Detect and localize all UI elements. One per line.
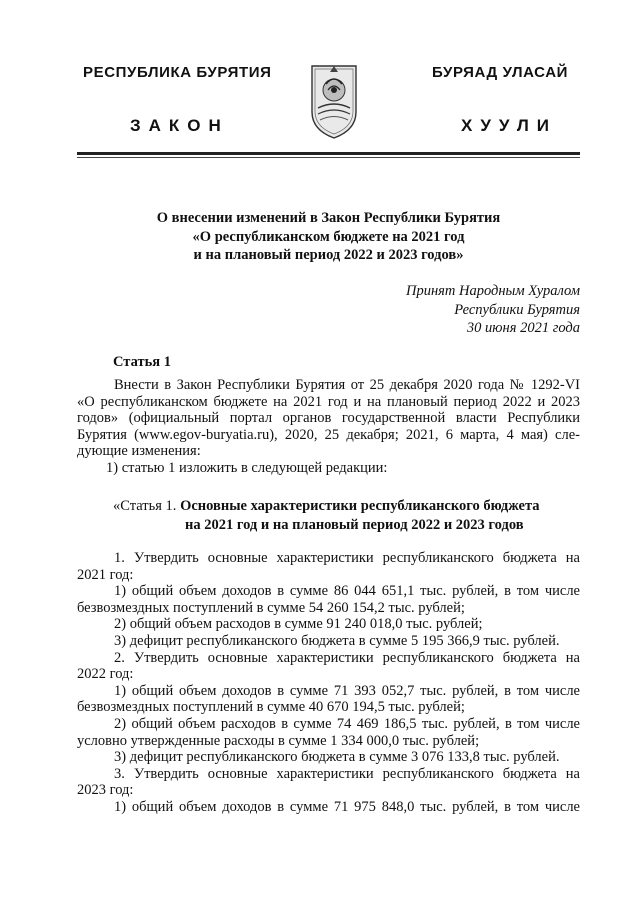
law-title-line: О внесении изменений в Закон Республики Бурятия <box>156 210 501 226</box>
body-line: 3) дефицит республиканского бюджета в сумме 3 076 133,8 тыс. рублей. <box>114 749 560 766</box>
article-body <box>77 550 580 816</box>
law-title-line: «О республиканском бюджете на 2021 год <box>192 228 465 245</box>
amendment-item: 1) статью 1 изложить в следующей редакции: <box>106 459 388 476</box>
body-line: 1) общий объем доходов в сумме 86 044 651,1 тыс. рублей, в том числе <box>114 583 580 600</box>
article-intro <box>77 377 580 477</box>
header-divider-thin <box>77 157 580 158</box>
adoption-date: 30 июня 2021 года <box>466 320 580 336</box>
new-article-title: Основные характеристики республиканского бюджета <box>180 498 540 514</box>
body-line: безвозмездных поступлений в сумме 40 670 194,5 тыс. рублей; <box>77 699 465 716</box>
body-line: 1) общий объем доходов в сумме 71 975 848,0 тыс. рублей, в том числе <box>114 798 580 815</box>
article-heading: Статья 1 <box>113 354 171 370</box>
header-law-bua: ХУУЛИ <box>461 116 557 135</box>
new-article-prefix: «Статья 1. <box>113 498 181 514</box>
body-line: 3. Утвердить основные характеристики республиканского бюджета на <box>114 765 580 782</box>
body-line: безвозмездных поступлений в сумме 54 260 154,2 тыс. рублей; <box>77 599 465 616</box>
law-title <box>77 209 580 265</box>
law-title-line: и на плановый период 2022 и 2023 годов» <box>193 247 464 263</box>
adoption-note <box>330 282 580 338</box>
body-line: 1) общий объем доходов в сумме 71 393 052,7 тыс. рублей, в том числе <box>114 682 580 699</box>
header-law-ru: ЗАКОН <box>130 116 229 135</box>
intro-line: Бурятия (www.egov-buryatia.ru), 2020, 25 декабря; 2021, 6 марта, 4 мая) сле- <box>77 426 580 443</box>
body-line: 2021 год: <box>77 566 134 583</box>
header-divider-thick <box>77 152 580 155</box>
intro-line: Внести в Закон Республики Бурятия от 25 декабря 2020 года № 1292-VI <box>114 377 580 393</box>
new-article-heading <box>113 497 580 534</box>
new-article-title: на 2021 год и на плановый период 2022 и 2023 годов <box>185 516 524 533</box>
body-line: 2. Утвердить основные характеристики республиканского бюджета на <box>114 649 580 666</box>
body-line: 2) общий объем расходов в сумме 74 469 186,5 тыс. рублей, в том числе <box>114 715 580 732</box>
body-line: 3) дефицит республиканского бюджета в сумме 5 195 366,9 тыс. рублей. <box>114 632 560 649</box>
body-line: 1. Утвердить основные характеристики республиканского бюджета на <box>114 550 580 566</box>
body-line: условно утвержденные расходы в сумме 1 334 000,0 тыс. рублей; <box>77 732 480 749</box>
intro-line: дующие изменения: <box>77 443 201 460</box>
header-republic-ru: РЕСПУБЛИКА БУРЯТИЯ <box>83 64 272 81</box>
body-line: 2) общий объем расходов в сумме 91 240 018,0 тыс. рублей; <box>114 616 483 633</box>
intro-line: «О республиканском бюджете на 2021 год и на плановый период 2022 и 2023 <box>77 393 580 410</box>
body-line: 2022 год: <box>77 666 134 683</box>
adoption-line: Принят Народным Хуралом <box>405 283 580 299</box>
intro-line: годов» (официальный портал органов государственной власти Республики <box>77 410 580 427</box>
body-line: 2023 год: <box>77 782 134 799</box>
adoption-line: Республики Бурятия <box>454 301 580 318</box>
header-republic-bua: БУРЯАД УЛАСАЙ <box>432 64 569 81</box>
coat-of-arms-buryatia-icon <box>308 60 360 140</box>
